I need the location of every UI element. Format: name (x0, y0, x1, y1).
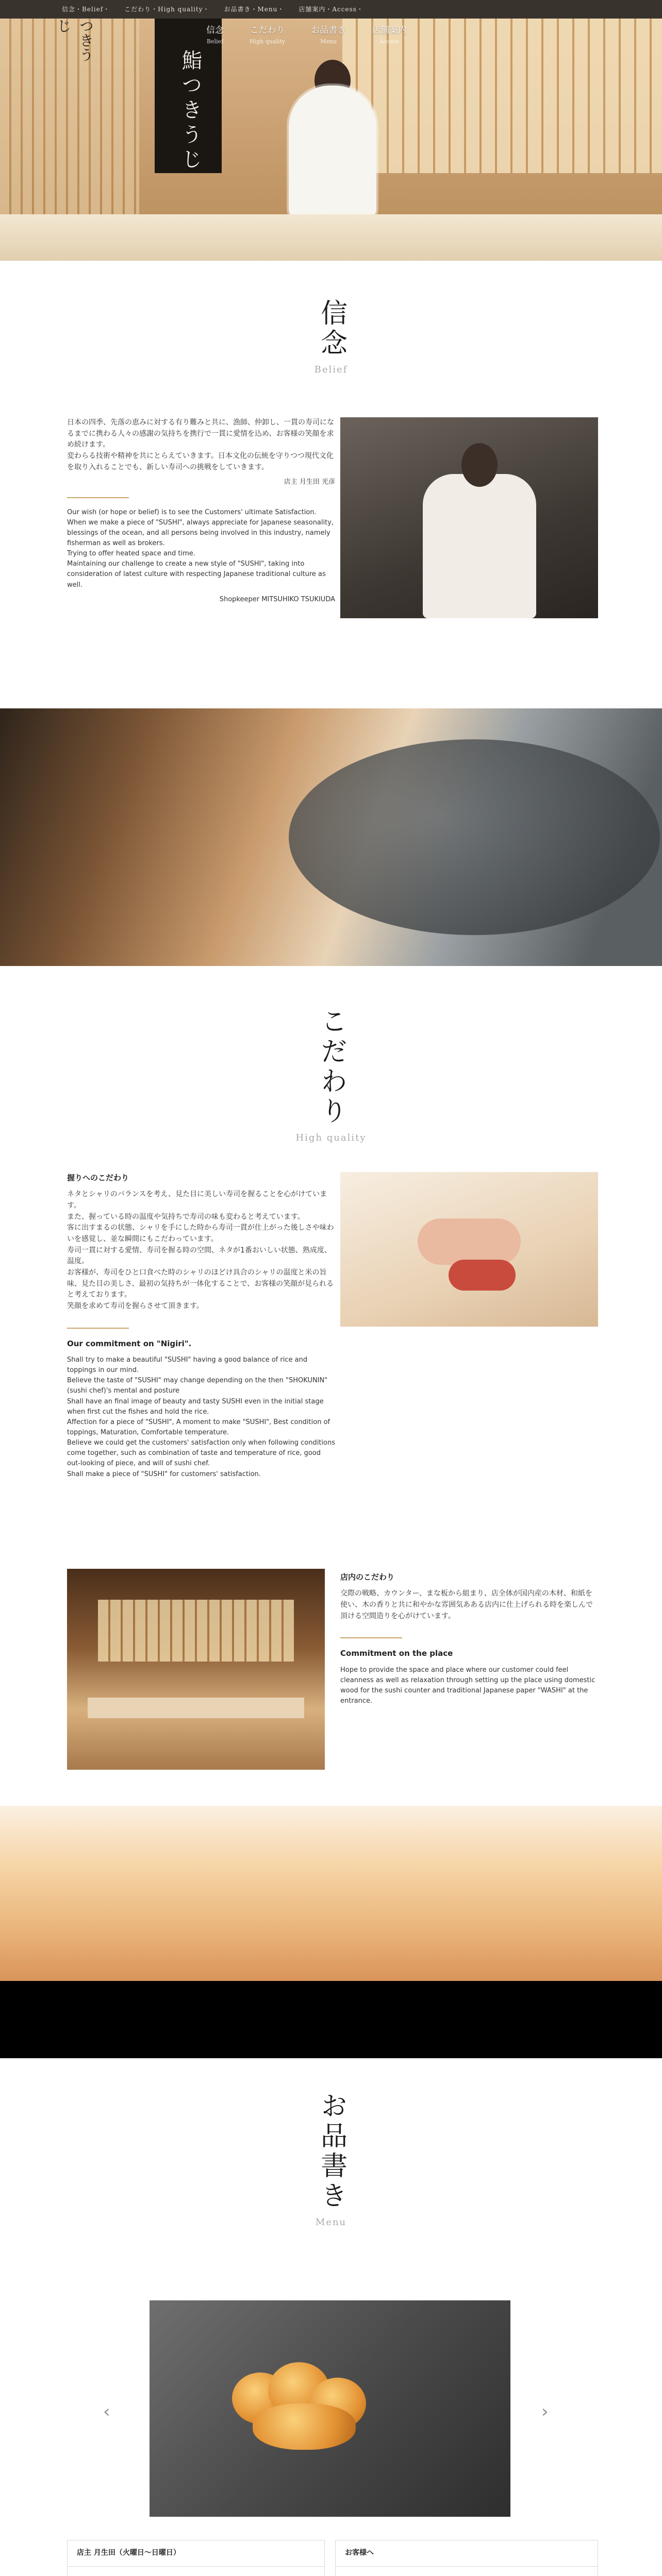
course-list (68, 2567, 324, 2576)
menu-heading (0, 2092, 662, 2230)
menu-kanji: お品書き (316, 2092, 347, 2211)
place-en-paragraph: Hope to provide the space and place where our customer could feel cleanness as well as relaxation through setting up the place using domestic wood for the sushi counter and traditional Japanese paper "WASHI" at the entrance. (340, 1666, 595, 1705)
hero-nav-high-quality[interactable]: こだわり High quality (250, 25, 286, 45)
hero-nav-access[interactable]: 店舗案内 Access (372, 25, 407, 45)
belief-jp-paragraph: 日本の四季、先落の恵みに対する有り難みと共に、漁師、仲卸し、一貫の寿司になるまでに携わる人々の感謝の気持ちを携行で一貫に愛情を込め、お客様の笑顔を求め続けます。 変わらる技術や精神を共にとらえていきます。日本文化の伝統を守りつつ現代文化を取り入れることでも、新しい寿司への挑戦をしていきます。 (67, 418, 334, 471)
noren-text: 鮨つきうじ (178, 49, 202, 173)
hero-nav-belief[interactable]: 信念 Belief (206, 25, 224, 45)
hero-nav-menu[interactable]: お品書き Menu (311, 25, 346, 45)
nav-belief[interactable]: 信念・Belief・ (62, 5, 110, 13)
belief-en: Belief (314, 364, 348, 375)
place-text (340, 1571, 598, 1706)
course-box (67, 2540, 325, 2576)
hero-photo (0, 19, 662, 261)
customer-info-box (335, 2540, 598, 2576)
dark-band (0, 1981, 662, 2058)
quality-heading (0, 1007, 662, 1145)
nigiri-en-paragraph: Shall try to make a beautiful "SUSHI" having a good balance of rice and toppings in our mind. Believe the taste of "SUSHI" may change depending on the then "SHOKUNIN" (sushi chef)'s mental and posture Shall have an final image of beauty and tasty SUSHI even in the initial stage when first cut the fishes and hold the rice. Affection for a piece of "SUSHI", A moment to make "SUSHI", Best condition of toppings, Maturation, Comfortable temperature. Believe we could get the customers' satisfaction only when following conditions come together, such as combination of taste and temperature of rice, good out-looking of piece, and will of sushi chef. Shall make a piece of "SUSHI" for customers' satisfaction. (67, 1356, 335, 1478)
belief-en-signature: Shopkeeper MITSUHIKO TSUKIUDA (219, 595, 335, 603)
nav-high-quality[interactable]: こだわり・High quality・ (124, 5, 210, 13)
sushi-closeup-photo (0, 708, 662, 966)
nav-access[interactable]: 店舗案内・Access・ (299, 5, 363, 13)
site-logo[interactable]: つきうじ (55, 19, 94, 62)
chef-photo (340, 417, 598, 618)
belief-section (0, 263, 662, 706)
menu-slider (150, 2300, 510, 2517)
customer-info-title: お客様へ (336, 2540, 598, 2567)
chef-figure (289, 86, 376, 219)
quality-kanji: こだわり (316, 1007, 347, 1127)
nigiri-jp-heading: 握りへのこだわり (67, 1173, 129, 1182)
hero-nav (0, 19, 662, 55)
menu-en: Menu (315, 2217, 347, 2228)
nav-menu[interactable]: お品書き・Menu・ (224, 5, 285, 13)
divider (67, 1328, 129, 1329)
nigiri-en-heading: Our commitment on "Nigiri". (67, 1338, 192, 1348)
customer-info-list (336, 2567, 598, 2576)
place-en-heading: Commitment on the place (340, 1649, 453, 1658)
nigiri-text (67, 1172, 335, 1480)
place-jp-heading: 店内のこだわり (340, 1572, 395, 1582)
belief-text (67, 417, 335, 605)
course-box-title: 店主 月生田（火曜日〜日曜日） (68, 2540, 324, 2567)
counter-interior-photo (67, 1569, 325, 1770)
uni-sushi-image (227, 2357, 382, 2470)
slider-next-arrow[interactable]: › (541, 2401, 549, 2422)
nigiri-hands-photo (340, 1172, 598, 1327)
top-nav (0, 0, 662, 19)
menu-section (0, 2061, 662, 2576)
divider (340, 1637, 402, 1638)
belief-heading (0, 299, 662, 377)
belief-kanji: 信念 (316, 299, 347, 359)
belief-jp-signature: 店主 月生田 光彦 (284, 478, 335, 486)
quality-en: High quality (295, 1132, 367, 1143)
slider-prev-arrow[interactable]: ‹ (103, 2401, 110, 2422)
quality-section (0, 1007, 662, 1801)
divider (67, 497, 129, 498)
belief-en-paragraph: Our wish (or hope or belief) is to see the Customers' ultimate Satisfaction. When we make a piece of "SUSHI", always appreciate for Japanese seasonality, blessings of the ocean, and all persons being involved in this industry, namely fisherman as well as brokers. Trying to offer heated space and time. Maintaining our challenge to create a new style of "SUSHI", taking into consideration of latest culture with respecting Japanese traditional culture as well. (67, 508, 334, 589)
nigiri-jp-paragraph: ネタとシャリのバランスを考え、見た目に美しい寿司を握ることを心がけています。 また、握っている時の温度や気持ちで寿司の味も変わると考えています。 客に出すまるの状態、シャリを手にした時から寿司一貫が仕上がった後しさや味わいを感覚し、並な瞬間にもこだわっています。 寿司一貫に対する愛情、寿司を握る時の空間、ネタが1番おいしい状態、熟成度、温度。 お客様が、寿司をひと口食べた時のシャリのほどけ具合のシャリの温度と米の旨味、見た目の美しさ、最初の気持ちが一体化することで、お客様の笑顔が見られると考えております。 笑顔を求めて寿司を握らさせて頂きます。 (67, 1190, 334, 1311)
place-jp-paragraph: 交際の戦略、カウンター、まな板から組まり、店全体が国内産の木材、和紙を使い、木の香りと共に和やかな雰囲気あある店内に仕上げられる時を楽しんで頂ける空間造りを心がけています。 (340, 1589, 593, 1620)
sushi-texture-photo (0, 1806, 662, 1981)
